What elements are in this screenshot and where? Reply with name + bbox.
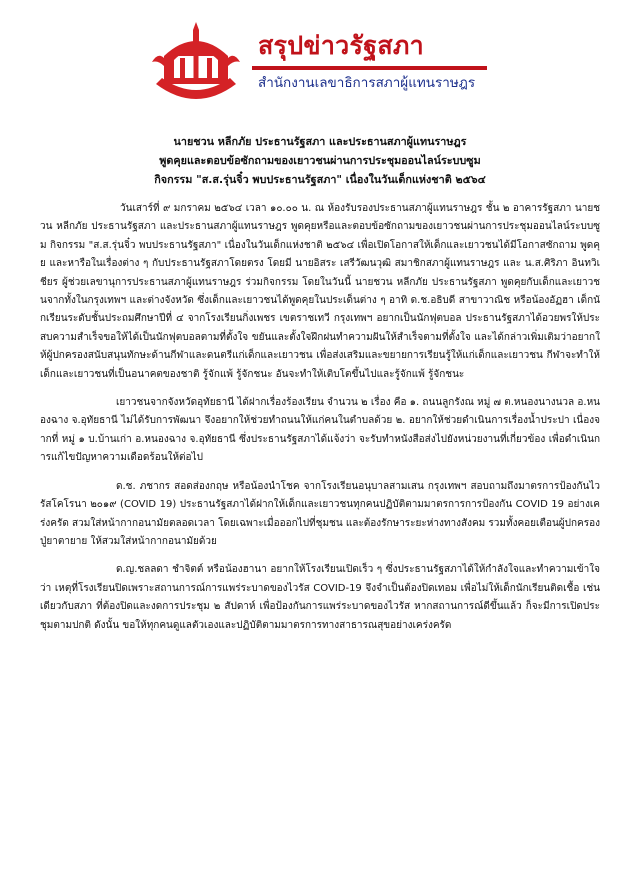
article-paragraph: ด.ญ.ชลลดา ชำจิตต์ หรือน้องฮานา อยากให้โรงเรียนเปิดเร็ว ๆ ซึ่งประธานรัฐสภาได้ให้กำลังใจและทำความเข้าใจว่า เหตุที่โรงเรียนปิดเพราะสถานการณ์การแพร่ระบาดของไวรัส COVID-19 จึงจำเป็นต้องปิดเทอม เพื่อไม่ให้เด็กนักเรียนติดเชื้อ เช่นเดียวกับสภา ที่ต้องปิดและงดการประชุม ๒ สัปดาห์ เพื่อป้องกันการแพร่ระบาดของไวรัส หากสถานการณ์ดีขึ้นแล้ว ก็จะมีการเปิดประชุมตามปกติ ดังนั้น ขอให้ทุกคนดูแลตัวเองและปฏิบัติตามมาตรการทางสาธารณสุขอย่างเคร่งครัด (40, 564, 600, 631)
article-paragraph: เยาวชนจากจังหวัดอุทัยธานี ได้ฝากเรื่องร้องเรียน จำนวน ๒ เรื่อง คือ ๑. ถนนลูกรังณ หมู่ ๗ ต.หนองนางนวล อ.หนองฉาง จ.อุทัยธานี ไม่ได้รับการพัฒนา จึงอยากให้ช่วยทำถนนให้แก่คนในตำบลด้วย ๒. อยากให้ช่วยดำเนินการเรื่องน้ำประปา เนื่องจากที่ หมู่ ๑ บ.บ้านเก่า อ.หนองฉาง จ.อุทัยธานี ซึ่งประธานรัฐสภาได้แจ้งว่า จะรับทำหนังสือส่งไปยังหน่วยงานที่เกี่ยวข้อง เพื่อดำเนินการแก้ไขปัญหาความเดือดร้อนให้ต่อไป (40, 397, 600, 464)
page-header (0, 0, 629, 118)
article-headline (40, 132, 600, 189)
article-paragraph: วันเสาร์ที่ ๙ มกราคม ๒๕๖๔ เวลา ๑๐.๐๐ น. ณ ห้องรับรองประธานสภาผู้แทนราษฎร ชั้น ๒ อาคารรัฐสภา นายชวน หลีกภัย ประธานรัฐสภา และประธานสภาผู้แทนราษฎร พูดคุยหรือและตอบข้อซักถามของเยาวชนผ่านการประชุมออนไลน์ระบบซูม กิจกรรม "ส.ส.รุ่นจิ๋ว พบประธานรัฐสภา" เนื่องในวันเด็กแห่งชาติ ๒๕๖๔ เพื่อเปิดโอกาสให้เด็กและเยาวชนได้มีโอกาสซักถาม พูดคุย และหารือในเรื่องต่าง ๆ กับประธานรัฐสภาโดยตรง โดยมี นายอิสระ เสรีวัฒนวุฒิ สมาชิกสภาผู้แทนราษฎร และ น.ส.ศิริภา อินทวิเชียร ผู้ช่วยเลขานุการประธานสภาผู้แทนราษฎร ร่วมกิจกรรม โดยในวันนี้ นายชวน หลีกภัย ประธานรัฐสภา พูดคุยกับเด็กและเยาวชนจากทั้งในกรุงเทพฯ และต่างจังหวัด ซึ่งเด็กและเยาวชนได้พูดคุยในประเด็นต่าง ๆ อาทิ ด.ช.อธิบดี สาขาวาณิช หรือน้องอัฏฮา เด็กนักเรียนระดับชั้นประถมศึกษาปีที่ ๔ จากโรงเรียนกิ่งเพชร เขตราชเทวี กรุงเทพฯ อยากเป็นนักฟุตบอล ประธานรัฐสภาได้อวยพรให้ประสบความสำเร็จขอให้ได้เป็นนักฟุตบอลตามที่ตั้งใจ ขยันและตั้งใจฝึกฝนทำความฝันให้สำเร็จตามที่ตั้งใจ และได้กล่าวเพิ่มเติมว่าอยากให้ผู้ปกครองสนับสนุนทักษะด้านกีฬาและดนตรีแก่เด็กและเยาวชน เพื่อส่งเสริมและขยายการเรียนรู้ให้แก่เด็กและเยาวชน กีฬาจะทำให้เด็กและเยาวชนที่เป็นอนาคตของชาติ รู้จักแพ้ รู้จักชนะ อันจะทำให้เติบโตขึ้นไปและรู้จักแพ้ รู้จักชนะ (40, 203, 600, 380)
brand-subtitle: สำนักงานเลขาธิการสภาผู้แทนราษฎร (258, 75, 476, 91)
article-paragraph: ด.ช. ภชากร สอดส่องกฤษ หรือน้องนำโชค จากโรงเรียนอนุบาลสามเสน กรุงเทพฯ สอบถามถึงมาตรการป้องกันไวรัสโคโรนา ๒๐๑๙ (COVID 19) ประธานรัฐสภาได้ฝากให้เด็กและเยาวชนทุกคนปฏิบัติตามมาตรการการป้องกัน COVID 19 อย่างเคร่งครัด สวมใส่หน้ากากอนามัยตลอดเวลา โดยเฉพาะเมื่อออกไปที่ชุมชน และต้องรักษาระยะห่างทางสังคม รวมทั้งคอยเตือนผู้ปกครอง ปู่ยาตายาย ให้สวมใส่หน้ากากอนามัยด้วย (40, 480, 600, 547)
brand-title: สรุปข่าวรัฐสภา (258, 31, 425, 60)
brand-divider (252, 66, 487, 70)
headline-line: กิจกรรม "ส.ส.รุ่นจิ๋ว พบประธานรัฐสภา" เนื่องในวันเด็กแห่งชาติ ๒๕๖๔ (154, 173, 486, 186)
parliament-emblem-icon (150, 22, 242, 106)
article-body (40, 132, 600, 645)
headline-line: นายชวน หลีกภัย ประธานรัฐสภา และประธานสภาผู้แทนราษฎร (173, 135, 467, 148)
headline-line: พูดคุยและตอบข้อซักถามของเยาวชนผ่านการประชุมออนไลน์ระบบซูม (159, 154, 481, 167)
